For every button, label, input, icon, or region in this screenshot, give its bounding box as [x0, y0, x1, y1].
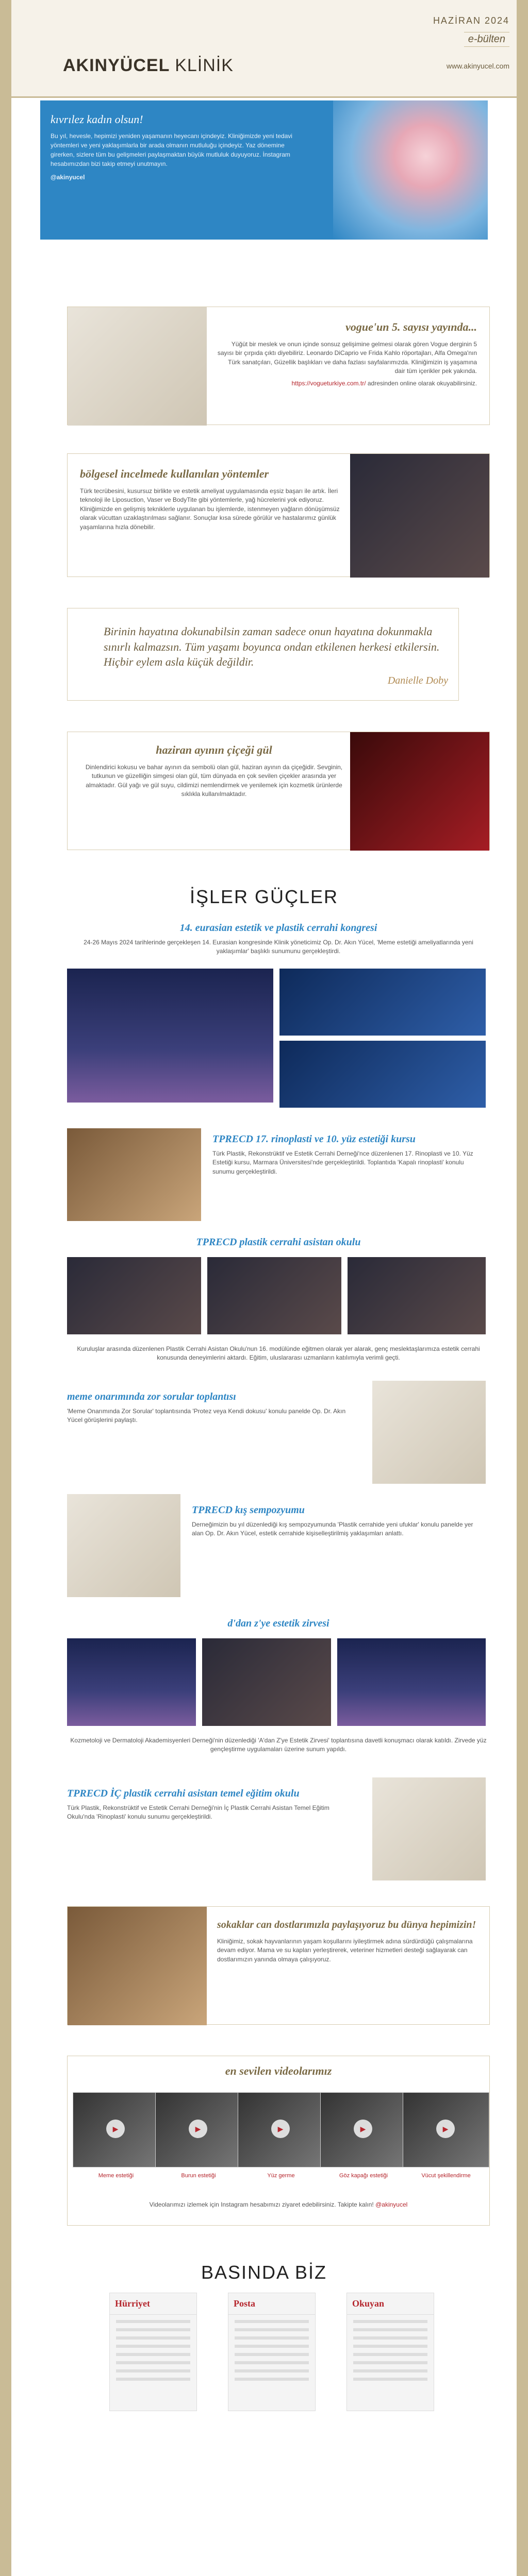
play-icon: ▶ [106, 2120, 125, 2138]
videos-footer-note: Videolarımızı izlemek için Instagram hesabımızı ziyaret edebilirsiniz. Takipte kalın! [149, 2201, 374, 2208]
press-clipping[interactable] [228, 2293, 316, 2411]
press-text-line [235, 2336, 309, 2340]
edition-label: e-bülten [464, 32, 509, 47]
press-clipping[interactable] [346, 2293, 434, 2411]
education-body: Türk Plastik, Rekonstrüktif ve Estetik Cerrahi Derneği'nin İç Plastik Cerrahi Asistan Temel Eğitim Okulu'nda 'Rinoplasti' konulu sunumu gerçekleştirildi. [67, 1804, 329, 1821]
press-outlet-name: Hürriyet [110, 2293, 196, 2315]
adana-photo-1 [67, 1638, 196, 1726]
adana-header [67, 1618, 490, 1630]
methods-photo [350, 454, 489, 578]
press-text-line [353, 2320, 427, 2323]
assistant-school-header [67, 1236, 490, 1248]
video-caption[interactable]: Vücut şekillendirme [421, 2173, 471, 2179]
social-title: sokaklar can dostlarımızla paylaşıyoruz bu dünya hepimizin! [217, 1919, 476, 1930]
video-card[interactable] [320, 2092, 407, 2167]
assistant-school-body: Kuruluşlar arasında düzenlenen Plastik Cerrahi Asistan Okulu'nun 16. modülünde eğitmen olarak yer alarak, genç meslektaşlarımıza estetik cerrahi konusunda deneyimlerini aktardı. Eğitim, uluslararası uzmanların katılımıyla verimli geçti. [77, 1345, 480, 1362]
symposium-block [192, 1504, 486, 1538]
press-text-line [353, 2328, 427, 2331]
welcome-body: Bu yıl, hevesle, hepimizi yeniden yaşamanın heyecanı içindeyiz. Kliniğimizde yeni tedavi yöntemleri ve yeni yaklaşımlarla bir arada olmanın mutluluğu içindeyiz. Yaz dönemine girerken, sizlere tüm bu gelişmeleri paylaşmaktan büyük mutluluk duyuyoruz. İnstagram hesabımızdan bizi takip etmeyi unutmayın. [51, 132, 292, 167]
vogue-photo [68, 307, 207, 426]
summer-body: Dinlendirici kokusu ve bahar ayının da sembolü olan gül, haziran ayının da çiçeğidir. Sevginin, tutkunun ve güzelliğin simgesi olan gül, tüm dünyada en çok sevilen çiçekler arasında yer almaktadır. Gül yağı ve gül suyu, cildimizi nemlendirmek ve yenilemek için kozmetik ürünlerde sıklıkla kullanılmaktadır. [85, 764, 343, 798]
play-icon: ▶ [189, 2120, 207, 2138]
quote-text: Birinin hayatına dokunabilsin zaman sadece onun hayatına dokunmakla sınırlı kalmazsın. Tüm yaşamı boyunca ondan etkilenen herkesi etkilersin. Hiçbir eylem asla küçük değildir. [104, 625, 440, 669]
assistant-school-title: TPRECD plastik cerrahi asistan okulu [196, 1236, 361, 1248]
vogue-link-suffix: adresinden online olarak okuyabilirsiniz. [367, 379, 477, 387]
social-body: Kliniğimiz, sokak hayvanlarının yaşam koşullarını iyileştirmek adına sürdürdüğü çalışmalarına devam ediyor. Mama ve su kapları yerleştirerek, veteriner hizmetleri desteği sağlayarak can dostlarımızın yanında olmaya çalışıyoruz. [217, 1938, 473, 1963]
breast-meeting-title: meme onarımında zor sorular toplantısı [67, 1391, 236, 1402]
press-text-line [353, 2336, 427, 2340]
content [11, 0, 517, 2576]
press-text-line [116, 2345, 190, 2348]
press-text-line [235, 2353, 309, 2356]
press-text-line [235, 2361, 309, 2364]
social-section [67, 1906, 490, 2025]
video-caption[interactable]: Burun estetiği [181, 2173, 216, 2179]
press-text-line [235, 2369, 309, 2372]
vogue-link[interactable]: https://vogueturkiye.com.tr/ [291, 379, 366, 387]
right-border [517, 0, 528, 2576]
video-caption[interactable]: Yüz germe [267, 2173, 295, 2179]
play-icon: ▶ [436, 2120, 455, 2138]
press-text-line [353, 2369, 427, 2372]
instagram-handle-link[interactable]: @akinyucel [51, 174, 85, 181]
blossom-image [333, 100, 488, 240]
methods-section [67, 453, 490, 577]
congress-body: 24-26 Mayıs 2024 tarihlerinde gerçekleşen 14. Eurasian kongresinde Klinik yöneticimiz Op. Dr. Akın Yücel, 'Meme estetiği ameliyatlarında yeni yaklaşımlar' başlıklı sunumunu gerçekleştirdi. [84, 939, 473, 955]
logo[interactable] [63, 56, 234, 76]
press-text-line [353, 2353, 427, 2356]
adana-title: d'dan z'ye estetik zirvesi [227, 1618, 329, 1629]
symposium-title: TPRECD kış sempozyumu [192, 1504, 305, 1516]
adana-photo-2 [202, 1638, 331, 1726]
press-text-line [353, 2361, 427, 2364]
videos-title: en sevilen videolarımız [225, 2064, 332, 2077]
congress-photo-2 [279, 969, 486, 1036]
press-clipping[interactable] [109, 2293, 197, 2411]
video-card[interactable] [238, 2092, 324, 2167]
symposium-body: Derneğimizin bu yıl düzenlediği kış sempozyumunda 'Plastik cerrahide yeni ufuklar' konulu panelde yer alan Op. Dr. Akın Yücel, estetik cerrahide kişiselleştirilmiş yaklaşımları anlattı. [192, 1521, 473, 1537]
left-border [0, 0, 11, 2576]
play-icon: ▶ [271, 2120, 290, 2138]
congress-title: 14. eurasian estetik ve plastik cerrahi kongresi [179, 922, 377, 934]
social-photo [68, 1907, 207, 2025]
video-card[interactable] [403, 2092, 489, 2167]
press-text-line [353, 2378, 427, 2381]
press-title: BASINDA BİZ [201, 2262, 327, 2283]
rhinoplasty-photo [67, 1128, 201, 1221]
press-text-line [353, 2345, 427, 2348]
methods-body: Türk tecrübesini, kusursuz birlikte ve estetik ameliyat uygulamasında eşsiz başarı ile artık. İleri teknoloji ile Liposuction, Vaser ve BodyTite gibi yöntemlerle, yağ hücrelerini yok ediyoruz. Kliniğimizde en gelişmiş tekniklerle uygulanan bu işlemlerde, istenmeyen yağların dönüşümsüz olarak vücuttan uzaklaştırılması sağlanır. Sonuçlar kısa sürede görülür ve hastalarımız günlük yaşamlarına hızla dönebilir. [80, 487, 340, 531]
logo-main: AKINYÜCEL [63, 56, 170, 75]
vogue-title: vogue'un 5. sayısı yayında... [345, 320, 477, 333]
press-text-line [116, 2361, 190, 2364]
press-text-line [116, 2353, 190, 2356]
rose-photo [350, 732, 489, 851]
play-icon: ▶ [354, 2120, 372, 2138]
quote-author: Danielle Doby [387, 675, 448, 687]
education-block [67, 1788, 356, 1822]
press-text-line [235, 2345, 309, 2348]
press-outlet-name: Okuyan [347, 2293, 434, 2315]
adana-photo-3 [337, 1638, 486, 1726]
quote-section [67, 608, 459, 701]
school-photo-3 [348, 1257, 486, 1334]
works-section-title: İŞLER GÜÇLER [189, 886, 339, 907]
video-caption[interactable]: Göz kapağı estetiği [339, 2173, 388, 2179]
education-title: TPRECD İÇ plastik cerrahi asistan temel eğitim okulu [67, 1788, 300, 1799]
press-text-line [116, 2328, 190, 2331]
press-text-line [116, 2320, 190, 2323]
school-photo-1 [67, 1257, 201, 1334]
breast-meeting-body: 'Meme Onarımında Zor Sorular' toplantısında 'Protez veya Kendi dokusu' konulu panelde Op. Dr. Akın Yücel görüşlerini paylaştı. [67, 1408, 346, 1424]
welcome-section [40, 100, 488, 240]
school-photo-2 [207, 1257, 341, 1334]
press-text-line [235, 2320, 309, 2323]
press-text-line [116, 2369, 190, 2372]
adana-body: Kozmetoloji ve Dermatoloji Akademisyenleri Derneği'nin düzenlediği 'A'dan Z'ye Estetik Zirvesi' toplantısına davetli konuşmacı olarak katıldı. Zirvede yüz gençleştirme uygulamaları üzerine sunum yapıldı. [70, 1737, 487, 1753]
press-text-line [116, 2336, 190, 2340]
congress-photo-3 [279, 1041, 486, 1108]
education-photo [372, 1777, 486, 1880]
vogue-body: Yüğüt bir meslek ve onun içinde sonsuz gelişimine gelmesi olarak gören Vogue derginin 5 sayısı bir çırpıda çıktı diyebiliriz. Leonardo DiCaprio ve Frida Kahlo röportajları, Alfa Omega'nın Türk sanatçıları, Güzellik başlıkları ve daha fazlası sayfalarımızda. Kliniğimizin iş yaşamına dair tüm içerikler pek yakında. [217, 341, 477, 375]
logo-sub: KLİNİK [175, 56, 234, 75]
press-outlet-name: Posta [228, 2293, 315, 2315]
press-text-line [116, 2378, 190, 2381]
videos-section [67, 2056, 490, 2226]
rhinoplasty-title: TPRECD 17. rinoplasti ve 10. yüz estetiği kursu [212, 1133, 416, 1145]
vogue-section [67, 307, 490, 425]
breast-meeting-block [67, 1391, 356, 1425]
header-website-link[interactable]: www.akinyucel.com [446, 62, 509, 70]
videos-handle-link[interactable]: @akinyucel [375, 2201, 408, 2208]
summer-title: haziran ayının çiçeği gül [156, 743, 272, 756]
video-card[interactable] [155, 2092, 242, 2167]
rhinoplasty-body: Türk Plastik, Rekonstrüktif ve Estetik Cerrahi Derneği'nce düzenlenen 17. Rinoplasti ve 10. Yüz Estetiği kursu, Marmara Üniversitesi'nde gerçekleştirildi. Toplantıda 'Kapalı rinoplasti' konulu sunumu gerçekleştirildi. [212, 1150, 473, 1175]
welcome-title: kıvrılez kadın olsun! [51, 113, 143, 126]
summer-section [67, 732, 490, 850]
rhinoplasty-block [212, 1133, 486, 1176]
video-caption[interactable]: Meme estetiği [98, 2173, 134, 2179]
header [11, 0, 517, 98]
video-card[interactable] [73, 2092, 159, 2167]
press-text-line [235, 2378, 309, 2381]
methods-title: bölgesel incelmede kullanılan yöntemler [80, 467, 269, 480]
press-text-line [235, 2328, 309, 2331]
congress-photo-1 [67, 969, 273, 1103]
issue-date: HAZİRAN 2024 [433, 15, 509, 26]
symposium-photo [67, 1494, 180, 1597]
congress-header [67, 922, 490, 956]
breast-meeting-photo [372, 1381, 486, 1484]
